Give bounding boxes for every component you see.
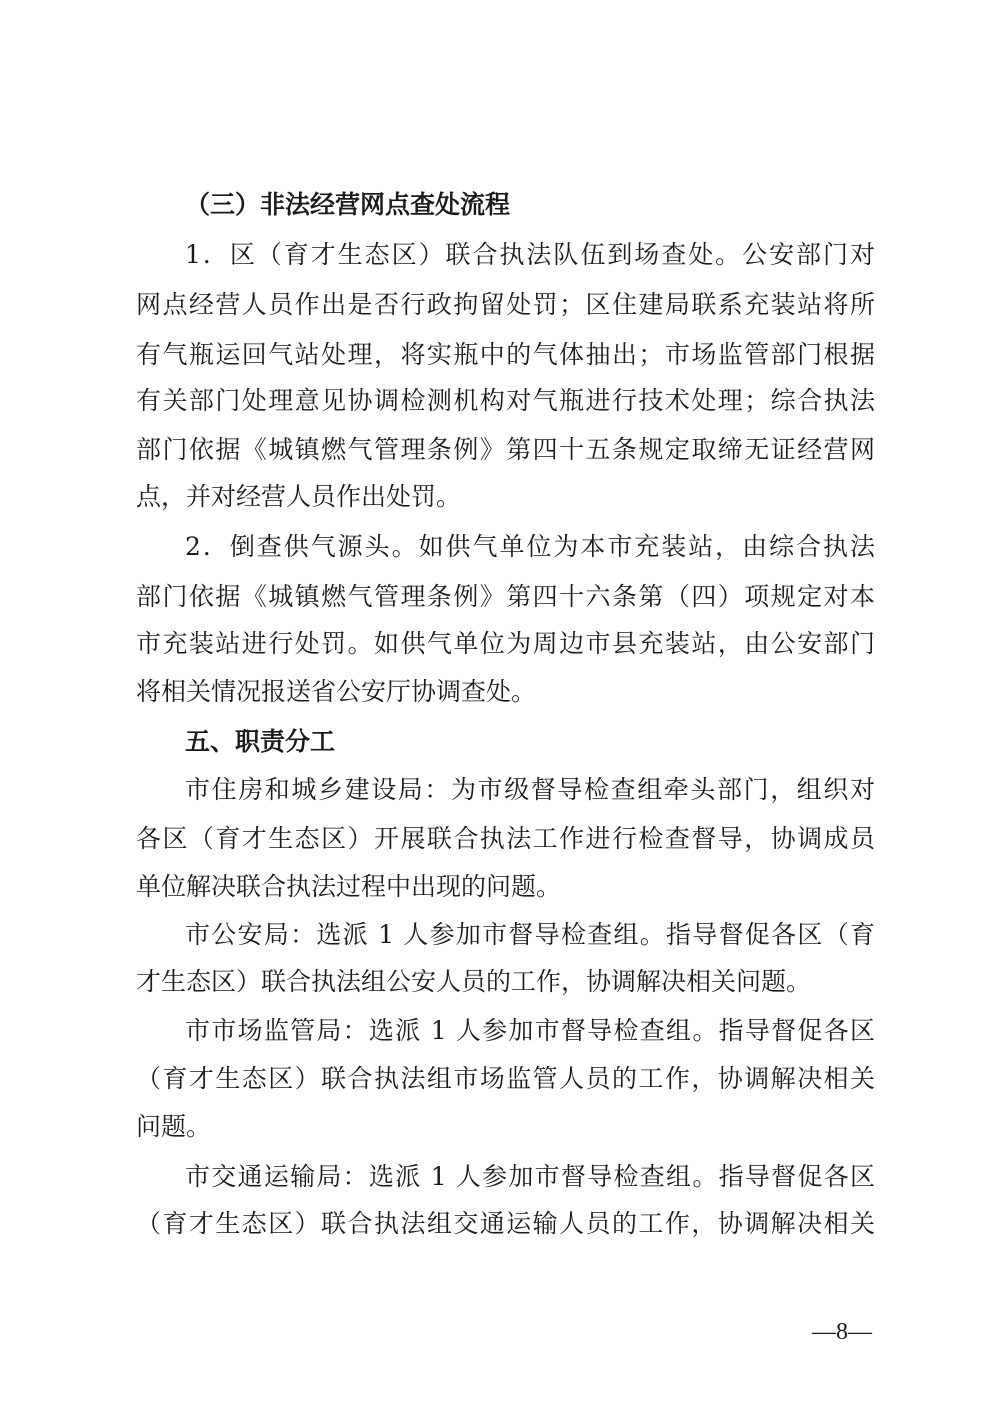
section-heading-3: （三）非法经营网点查处流程 xyxy=(185,190,511,219)
paragraph-line: 市充装站进行处罚。如供气单位为周边市县充装站，由公安部门 xyxy=(136,629,875,658)
paragraph-line: （育才生态区）联合执法组交通运输人员的工作，协调解决相关 xyxy=(136,1209,875,1238)
paragraph-line: 市交通运输局：选派 1 人参加市督导检查组。指导督促各区 xyxy=(185,1162,875,1191)
paragraph-line: 部门依据《城镇燃气管理条例》第四十六条第（四）项规定对本 xyxy=(136,582,875,611)
page-number: —8— xyxy=(812,1319,872,1345)
section-heading-5: 五、职责分工 xyxy=(185,727,336,756)
paragraph-line: 有气瓶运回气站处理，将实瓶中的气体抽出；市场监管部门根据 xyxy=(136,340,875,369)
paragraph-line: （育才生态区）联合执法组市场监管人员的工作，协调解决相关 xyxy=(136,1064,875,1093)
paragraph-line: 点，并对经营人员作出处罚。 xyxy=(136,482,462,511)
paragraph-line: 单位解决联合执法过程中出现的问题。 xyxy=(136,872,562,901)
paragraph-line: 部门依据《城镇燃气管理条例》第四十五条规定取缔无证经营网 xyxy=(136,435,875,464)
paragraph-line: 将相关情况报送省公安厅协调查处。 xyxy=(136,677,537,706)
paragraph-line: 问题。 xyxy=(136,1112,212,1141)
paragraph-line: 各区（育才生态区）开展联合执法工作进行检查督导，协调成员 xyxy=(136,824,875,853)
paragraph-line: 市市场监管局：选派 1 人参加市督导检查组。指导督促各区 xyxy=(185,1016,875,1045)
paragraph-line: 1．区（育才生态区）联合执法队伍到场查处。公安部门对 xyxy=(185,240,875,269)
paragraph-line: 市公安局：选派 1 人参加市督导检查组。指导督促各区（育 xyxy=(185,920,875,949)
paragraph-line: 有关部门处理意见协调检测机构对气瓶进行技术处理；综合执法 xyxy=(136,386,875,415)
paragraph-line: 2．倒查供气源头。如供气单位为本市充装站，由综合执法 xyxy=(185,532,875,561)
paragraph-line: 才生态区）联合执法组公安人员的工作，协调解决相关问题。 xyxy=(136,967,812,996)
paragraph-line: 市住房和城乡建设局：为市级督导检查组牵头部门，组织对 xyxy=(185,775,875,804)
paragraph-line: 网点经营人员作出是否行政拘留处罚；区住建局联系充装站将所 xyxy=(136,290,875,319)
